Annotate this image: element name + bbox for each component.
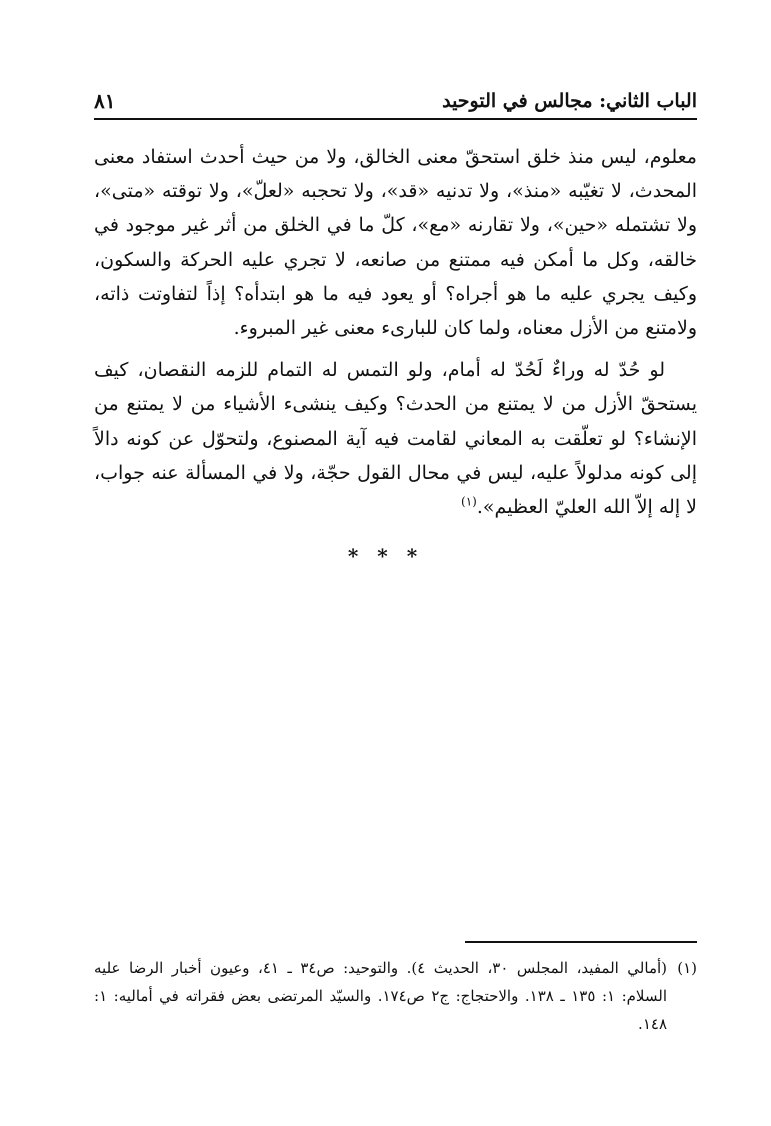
footnote-divider: [465, 941, 697, 943]
paragraph-2-text: لو حُدّ له وراءٌ لَحُدّ له أمام، ولو التمس له التمام للزمه النقصان، كيف يستحقّ الأزل من لا يمتنع من الحدث؟ وكيف ينشىء الأشياء من لا يمتنع من الإنشاء؟ لو تعلّقت به المعاني لقامت فيه آية المصنوع، ولتحوّل عن كونه دالاً إلى كونه مدلولاً عليه، ليس في محال القول حجّة، ولا في المسألة عنه جواب، لا إله إلاّ الله العليّ العظيم».: [94, 359, 697, 519]
footnote-1: [94, 954, 697, 1038]
page-number: ٨١: [94, 89, 116, 113]
page-header: [94, 84, 697, 120]
footnote-marker: (١): [677, 959, 697, 977]
running-title: الباب الثاني: مجالس في التوحيد: [442, 90, 697, 112]
footnote-text: (أمالي المفيد، المجلس ٣٠، الحديث ٤). والتوحيد: ص٣٤ ـ ٤١، وعيون أخبار الرضا عليه السلام: ١: ١٣٥ ـ ١٣٨. والاحتجاج: ج٢ ص١٧٤. والسيّد المرتضى بعض فقراته في أماليه: ١: ١٤٨.: [94, 959, 668, 1033]
paragraph-2: [94, 353, 697, 524]
footnotes: [94, 954, 697, 1038]
main-text: [94, 140, 697, 524]
paragraph-1: معلوم، ليس منذ خلق استحقّ معنى الخالق، ولا من حيث أحدث استفاد معنى المحدث، لا تغيّبه «منذ»، ولا تدنيه «قد»، ولا تحجبه «لعلّ»، ولا توقته «متى»، ولا تشتمله «حين»، ولا تقارنه «مع»، كلّ ما في الخلق من أثر غير موجود في خالقه، وكل ما أمكن فيه ممتنع من صانعه، لا تجري عليه الحركة والسكون، وكيف يجري عليه ما هو أجراه؟ أو يعود فيه ما هو ابتدأه؟ إذاً لتفاوتت ذاته، ولامتنع من الأزل معناه، ولما كان للبارىء معنى غير المبروء.: [94, 146, 697, 340]
section-separator: * * *: [347, 544, 424, 568]
footnote-reference: (١): [461, 494, 477, 509]
